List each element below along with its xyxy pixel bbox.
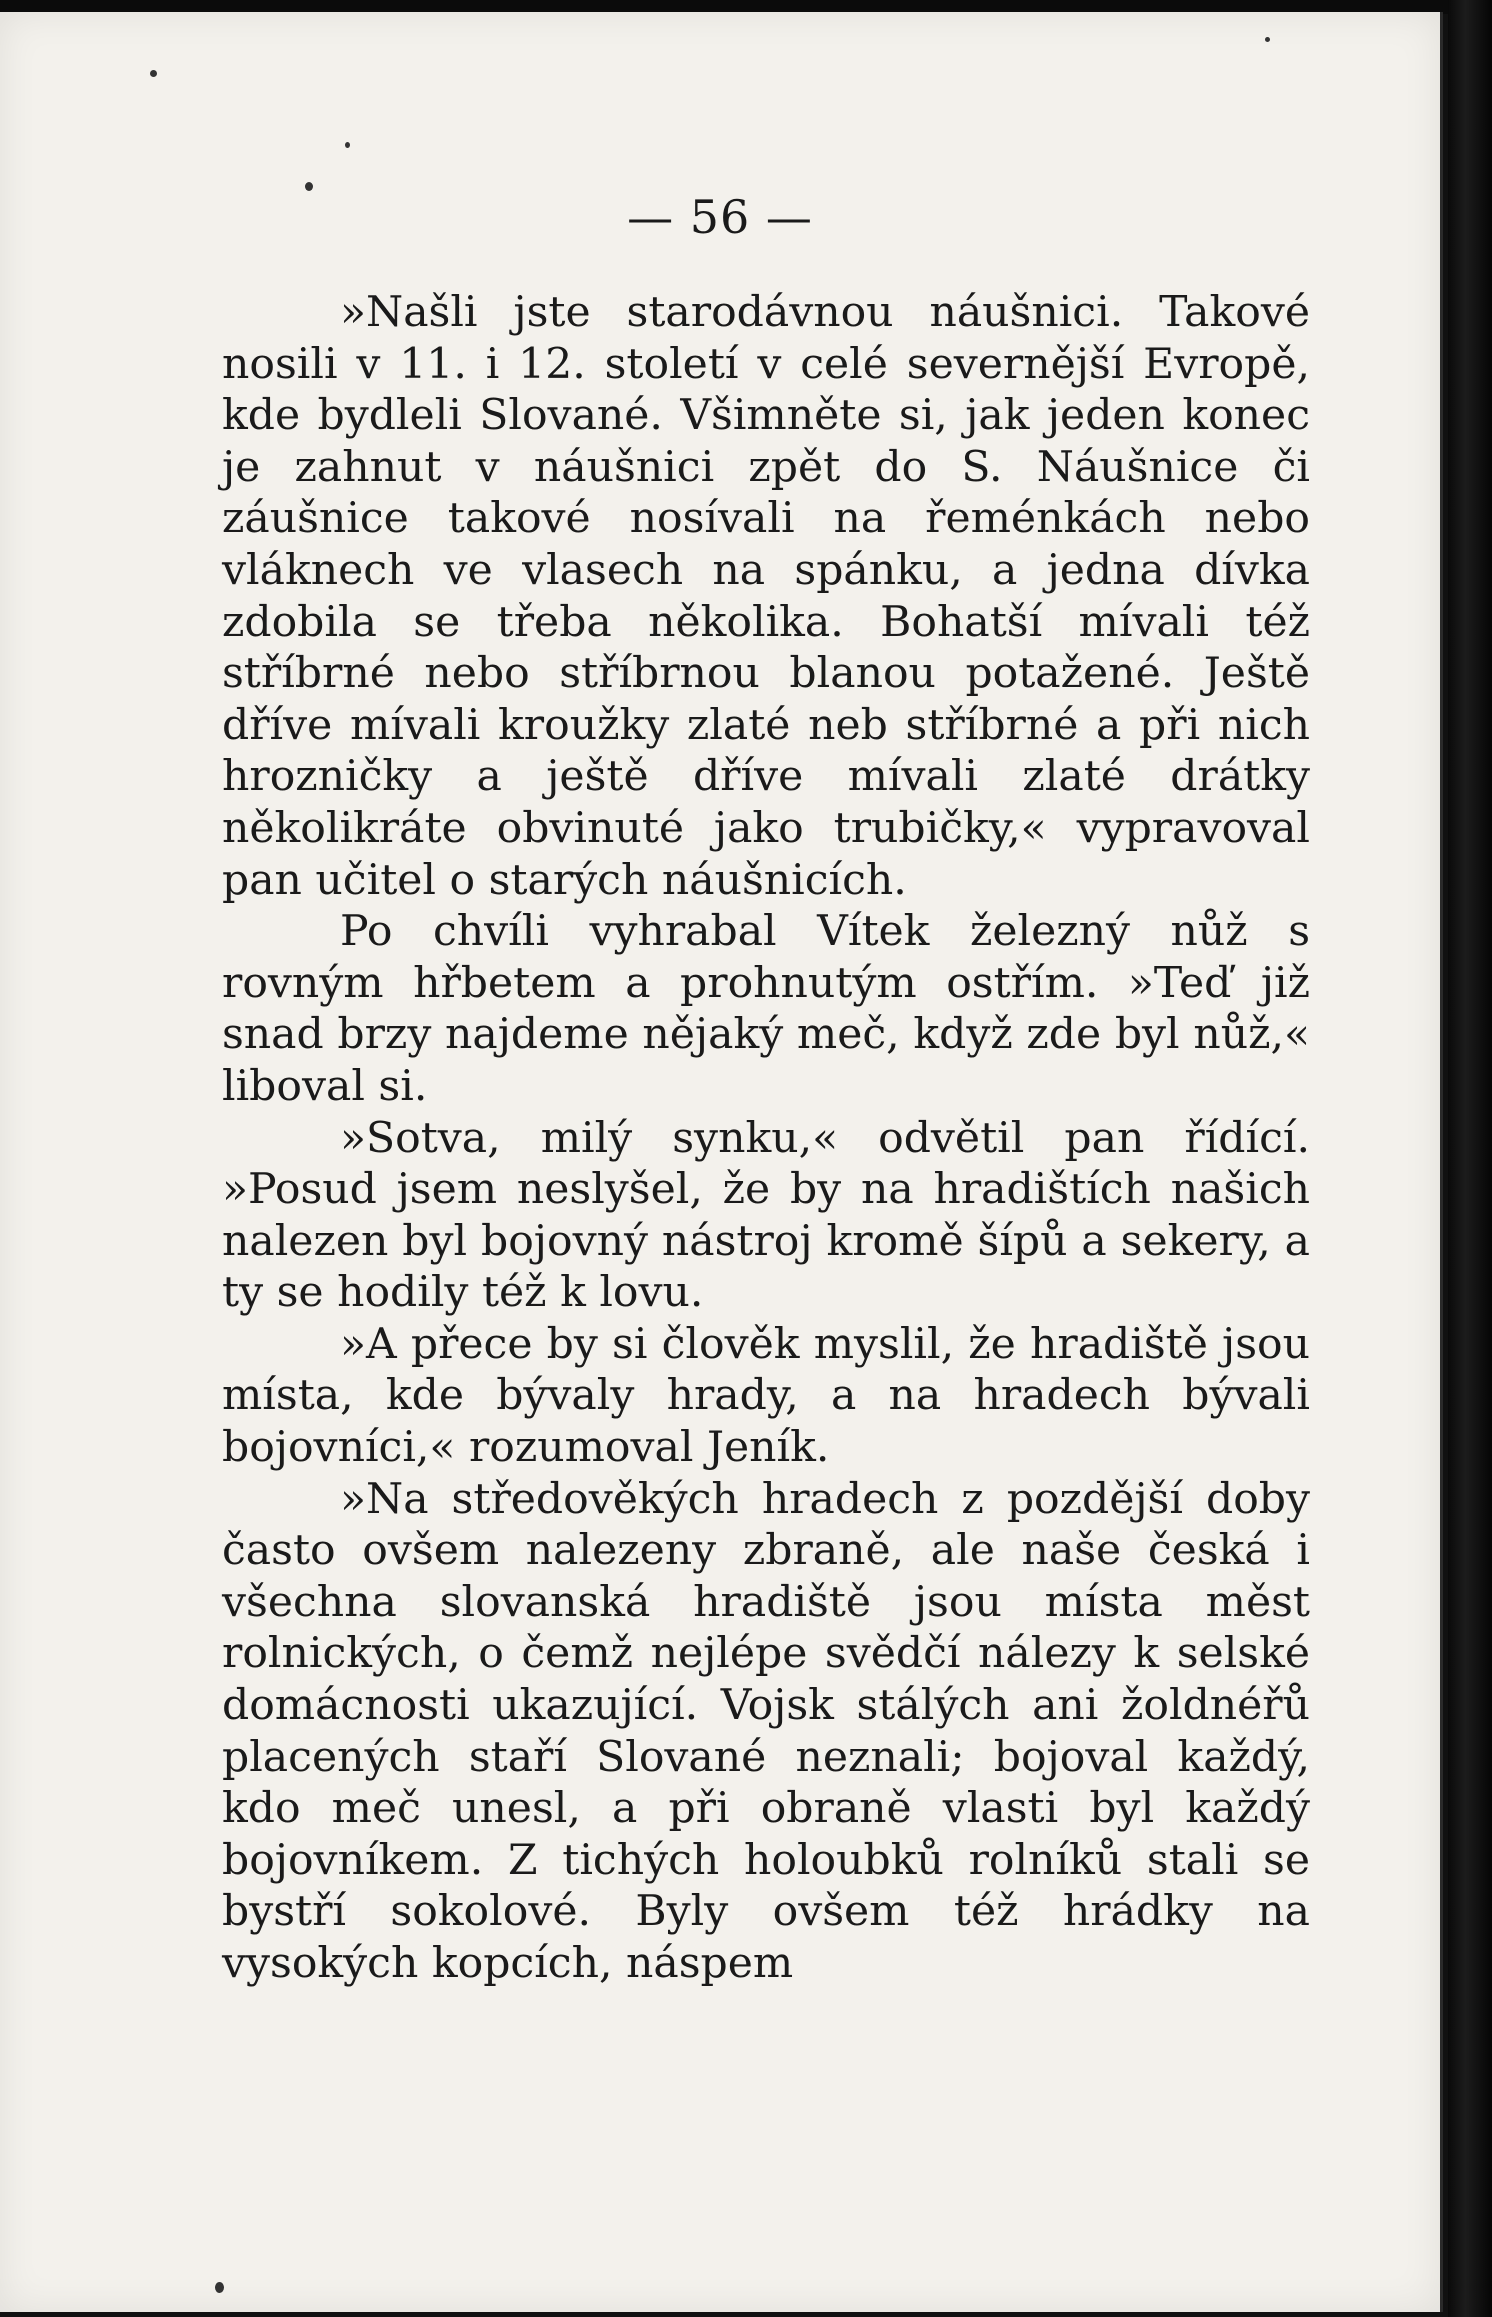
paragraph-4: »A přece by si člověk myslil, že hradiště jsou místa, kde bývaly hrady, a na hradech bývali bojovníci,« rozumoval Jeník. <box>222 1319 1310 1473</box>
dust-speck <box>1265 37 1270 42</box>
paragraph-3: »Sotva, milý synku,« odvětil pan řídící. »Posud jsem neslyšel, že by na hradištích našich nalezen byl bojovný nástroj kromě šípů a sekery, a ty se hodily též k lovu. <box>222 1113 1310 1318</box>
dust-speck <box>215 2282 224 2293</box>
paragraph-2: Po chvíli vyhrabal Vítek železný nůž s rovným hřbetem a prohnutým ostřím. »Teď již snad brzy najdeme nějaký meč, když zde byl nůž,« liboval si. <box>222 907 1310 1111</box>
page-number: — 56 — <box>627 190 813 244</box>
dust-speck <box>150 70 157 77</box>
paragraph-1: »Našli jste starodávnou náušnici. Takové nosili v 11. i 12. století v celé severnější Evropě, kde bydleli Slované. Všimněte si, jak jeden konec je zahnut v náušnici zpět do S. Náušnice či záušnice takové nosívali na řeménkách nebo vláknech ve vlasech na spánku, a jedna dívka zdobila se třeba několika. Bohatší mívali též stříbrné nebo stříbrnou blanou potažené. Ještě dříve mívali kroužky zlaté neb stříbrné a při nich hrozničky a ještě dříve mívali zlaté drátky několikráte obvinuté jako trubičky,« vypravoval pan učitel o starých náušnicích. <box>222 288 1310 905</box>
body-text <box>222 287 1310 1990</box>
dust-speck <box>305 182 313 191</box>
dust-speck <box>345 142 350 148</box>
paragraph-5: »Na středověkých hradech z pozdější doby často ovšem nalezeny zbraně, ale naše česká i všechna slovanská hradiště jsou místa měst rolnických, o čemž nejlépe svědčí nálezy k selské domácnosti ukazující. Vojsk stálých ani žoldnéřů placených staří Slované neznali; bojoval každý, kdo meč unesl, a při obraně vlasti byl každý bojovníkem. Z tichých holoubků rolníků stali se bystří sokolové. Byly ovšem též hrádky na vysokých kopcích, náspem <box>222 1474 1310 1988</box>
right-scan-edge <box>1448 0 1492 2317</box>
book-page <box>0 12 1443 2312</box>
